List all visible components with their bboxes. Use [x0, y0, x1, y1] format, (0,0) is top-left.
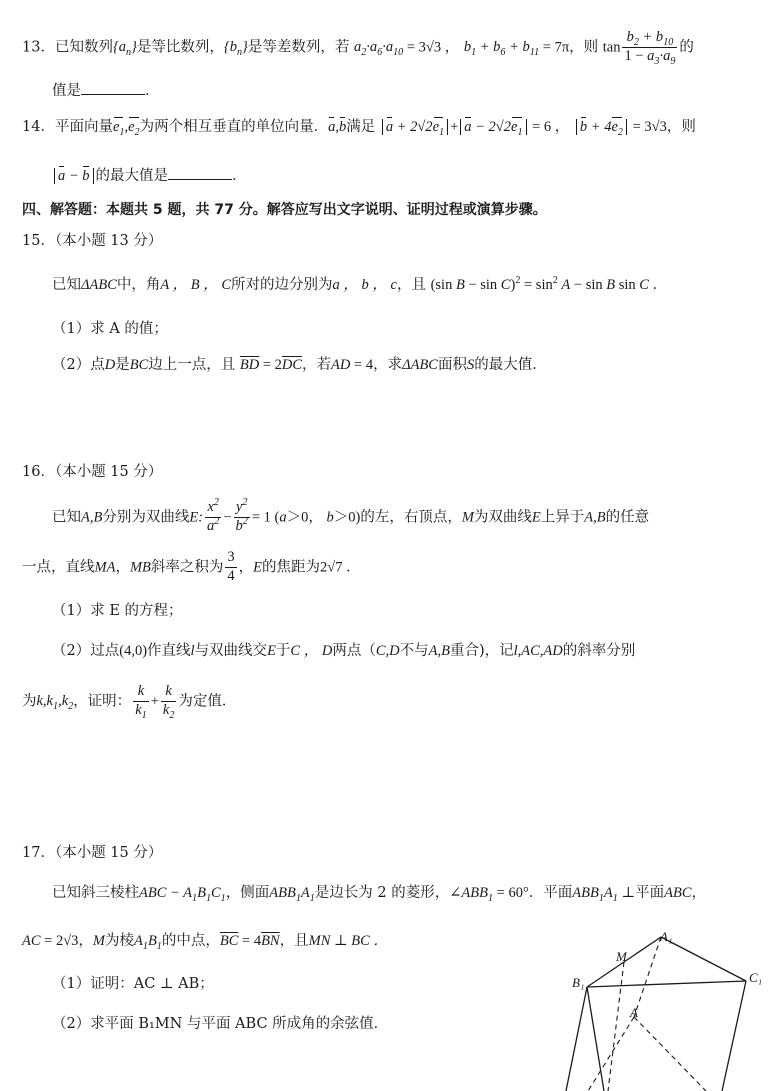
q16-text-a: 已知 — [52, 509, 81, 526]
q14-text-d: ，则 — [666, 119, 696, 135]
q15-text-j: 面积 — [437, 357, 467, 373]
math: (4,0) — [119, 643, 148, 659]
q16-text-g: 一点，直线 — [22, 559, 95, 576]
math: = 3√3 ， — [403, 39, 460, 56]
q16-text-o: 两点（ — [332, 643, 376, 659]
q17-text-d: ．平面 — [528, 885, 573, 901]
q17-text-i: ，且 — [279, 933, 309, 949]
math: $\{a_n\}$ — [112, 39, 137, 59]
q13-text-c: 是等差数列，若 — [247, 39, 350, 56]
q14-line2 — [52, 165, 247, 185]
q15-part1: （1）求 A 的值； — [52, 321, 168, 337]
q16-text-d: 为双曲线 — [473, 509, 532, 526]
math: MN ⊥ BC ． — [308, 933, 388, 949]
q14-text-a: 14．平面向量 — [22, 119, 113, 135]
q15-text-e: （2）点 — [52, 357, 105, 373]
label-m: M — [616, 949, 627, 964]
math: ΔABC — [81, 277, 117, 293]
q16-text-q: 重合)，记 — [449, 643, 514, 659]
section-heading: 四、解答题：本题共 5 题，共 77 分。解答应写出文字说明、证明过程或演算步骤。 — [22, 202, 547, 218]
q16-line2: 一点，直线MA，MB斜率之积为 $\frac{3}{4}$ ，E的焦距为2√7 ． — [22, 549, 361, 584]
math: BC — [129, 357, 149, 373]
q16-text-c: 的左，右顶点， — [360, 509, 462, 526]
fraction: $\frac{k}{k_1}$ — [135, 683, 147, 721]
q15-line1 — [52, 276, 667, 294]
q13-line2 — [52, 80, 160, 100]
q16-text-u: 为定值． — [178, 693, 237, 710]
math: E — [267, 643, 276, 659]
math: AC = 2√3 — [22, 933, 79, 949]
math: $b_1 + b_6 + b_{11}$ — [463, 39, 540, 59]
math: a − b — [54, 168, 94, 184]
edge-c1-c — [722, 981, 746, 1091]
math: MA — [94, 559, 116, 576]
label-a1: A₁ — [660, 929, 673, 944]
q14-text-b: 为两个相互垂直的单位向量． — [139, 119, 329, 135]
math: $a + 2√2e_1$ — [382, 119, 448, 135]
fraction: $\frac{3}{4}$ — [227, 549, 235, 584]
label-c1: C₁ — [749, 970, 763, 985]
q16-text-m: 与双曲线交 — [194, 643, 268, 659]
fraction: $\frac{b_2 + b_{10}}{1 - a_3\cdot a_9}$ — [624, 29, 676, 67]
math: A,B — [428, 643, 450, 659]
q15-text-f: 是 — [115, 357, 130, 373]
q16-text-e: 上异于 — [540, 509, 585, 526]
math: $ABB_1A_1$ — [269, 885, 315, 904]
q17-part1: （1）证明：AC ⊥ AB； — [52, 976, 214, 992]
q16-text-t: ，证明： — [73, 693, 132, 710]
q16-text-p: 不与 — [399, 643, 429, 659]
math: a,b — [328, 119, 347, 135]
math: $\overline{BD} = 2\overline{DC}$ — [239, 357, 303, 373]
q17-header: 17．（本小题 15 分） — [22, 845, 163, 861]
q16-text-r: 的斜率分别 — [562, 643, 636, 659]
q16-line1: 已知A,B分别为双曲线E: $\frac{x^2}{a^2}$ − $\frac{y^2}{b^2}$ = 1 (a＞0， b＞0)的左，右顶点，M为双曲线E上异于A,B的任意 — [52, 497, 650, 534]
edge-a1-c1 — [661, 937, 746, 981]
q17-text-f: ， — [78, 933, 93, 949]
q16-line5: 为$k,k_1,k_2$，证明： $\frac{k}{k_1}$ + $\frac{k}{k_2}$ 为定值． — [22, 683, 237, 721]
prism-figure — [556, 925, 766, 1091]
math: C,D — [375, 643, 400, 659]
answer-blank — [168, 165, 232, 180]
math: $a_2\cdot a_6\cdot a_{10}$ — [353, 39, 404, 59]
q17-text-b: ，侧面 — [225, 885, 270, 901]
q15-text-g: 边上一点，且 — [148, 357, 236, 373]
math: A,B — [584, 509, 606, 526]
q16-part1: （1）求 E 的方程； — [52, 603, 183, 619]
math: $A_1B_1$ — [134, 933, 162, 952]
fraction: $\frac{x^2}{a^2}$ — [207, 497, 220, 534]
q14-end: ． — [232, 168, 247, 184]
q17-text-h: 的中点， — [161, 933, 220, 949]
math: ΔABC — [402, 357, 438, 373]
math: E — [253, 559, 262, 576]
q15-text-b: 中，角 — [116, 277, 161, 293]
label-b1: B₁ — [572, 975, 585, 990]
math: $b + 4e_2$ — [576, 119, 627, 135]
q15-text-k: 的最大值． — [474, 357, 547, 373]
math: = 7π — [539, 39, 570, 56]
math: ABC − $A_1B_1C_1$ — [139, 885, 226, 904]
math: $\{b_n\}$ — [223, 39, 248, 59]
q16-header: 16．（本小题 15 分） — [22, 464, 163, 480]
fraction: $\frac{k}{k_2}$ — [162, 683, 175, 721]
q13-text-d: ，则 — [569, 39, 599, 56]
q16-text-f: 的任意 — [605, 509, 650, 526]
math: $\overline{BC} = 4\overline{BN}$ — [219, 933, 280, 949]
math: a ， b ， c — [332, 277, 397, 293]
q14-line1: 14．平面向量$e_1,e_2$为两个相互垂直的单位向量．a,b满足 $a + 2√2e_1 + a - 2√2e_1 = 6$ ， $b + 4e_2 = 3√3$，则 — [22, 119, 696, 138]
math: E — [531, 509, 541, 526]
q15-text-i: ，求 — [373, 357, 403, 373]
edge-b1-c1 — [587, 981, 746, 987]
q15-text-h: ，若 — [302, 357, 332, 373]
q13-text-f: 值是 — [52, 83, 81, 99]
q14-text-e: 的最大值是 — [95, 168, 169, 184]
q16-text-b: 分别为双曲线 — [102, 509, 190, 526]
fraction: $\frac{y^2}{b^2}$ — [235, 497, 248, 534]
q13-text-b: 是等比数列， — [136, 39, 224, 56]
edge-a1-a-hidden — [634, 937, 661, 1017]
math: M — [461, 509, 474, 526]
math: $k,k_1,k_2$ — [36, 693, 74, 713]
math: AD = 4 — [331, 357, 374, 373]
q13-text-e: 的 — [679, 39, 694, 56]
math: = 3√3 — [628, 119, 667, 135]
q17-line1: 已知斜三棱柱ABC − $A_1B_1C_1$，侧面$ABB_1A_1$是边长为 2 的菱形，$\angle ABB_1 = 60^\circ$．平面$ABB_1A_1$ ⊥平面ABC， — [52, 885, 706, 904]
math: C ， D — [290, 643, 333, 659]
q17-line2 — [22, 932, 388, 950]
math: l — [190, 643, 195, 659]
math: $\angle ABB_1 = 60^\circ$ — [449, 885, 529, 904]
q15-text-a: 已知 — [52, 277, 81, 293]
math: ABC — [664, 885, 692, 901]
math: M — [92, 933, 106, 949]
q16-text-j: 的焦距为 — [261, 559, 320, 576]
math: MB — [129, 559, 151, 576]
label-a: A — [630, 1005, 638, 1020]
q15-text-d: ，且 — [396, 277, 426, 293]
q13-text-a: 13．已知数列 — [22, 39, 113, 56]
math: $e_1,e_2$ — [112, 119, 140, 138]
q16-text-i: ， — [238, 559, 254, 576]
q16-text-n: 于 — [275, 643, 291, 659]
q16-text-h: 斜率之积为 — [150, 559, 224, 576]
math: S — [466, 357, 475, 373]
q15-header: 15．（本小题 13 分） — [22, 233, 163, 249]
q17-text-e: 平面 — [635, 885, 665, 901]
q17-text-g: 为棱 — [105, 933, 135, 949]
q15-text-c: 所对的边分别为 — [231, 277, 333, 293]
q17-text-c: 是边长为 2 的菱形， — [314, 885, 450, 901]
math: = 6 ， — [528, 119, 570, 135]
edge-a-b-hidden — [588, 1017, 634, 1091]
math: A ， B ， C — [160, 277, 232, 293]
math: D — [104, 357, 116, 373]
edge-b1-b — [566, 987, 587, 1091]
q16-part2 — [52, 642, 635, 660]
edge-b1-lower — [587, 987, 604, 1091]
math: l,AC,AD — [513, 643, 563, 659]
q14-text-c: 满足 — [346, 119, 376, 135]
q17-text-a: 已知斜三棱柱 — [52, 885, 139, 901]
q13-end: ． — [145, 83, 160, 99]
math: tan — [602, 39, 621, 56]
math: $a - 2√2e_1$ — [460, 119, 526, 135]
math: E: — [189, 509, 204, 526]
edge-m-n-hidden — [608, 962, 624, 1091]
edge-a-c-hidden — [634, 1017, 706, 1091]
math: 2√7 ． — [319, 559, 361, 576]
math: $ABB_1A_1$ ⊥ — [572, 885, 636, 904]
q16-text-s: 为 — [22, 693, 37, 710]
q17-part2: （2）求平面 B₁MN 与平面 ABC 所成角的余弦值． — [52, 1016, 389, 1032]
q16-text-k: （2）过点 — [52, 643, 120, 659]
math: A,B — [81, 509, 103, 526]
math: (sin $B - \sin C)^2 = \sin^2 A - \sin B$ sin C ． — [430, 275, 668, 293]
q16-text-l: 作直线 — [147, 643, 191, 659]
answer-blank — [81, 80, 145, 95]
math: = 1 (a＞0， b＞0) — [251, 509, 361, 526]
q13-line1 — [22, 30, 694, 65]
q15-part2 — [52, 356, 547, 374]
